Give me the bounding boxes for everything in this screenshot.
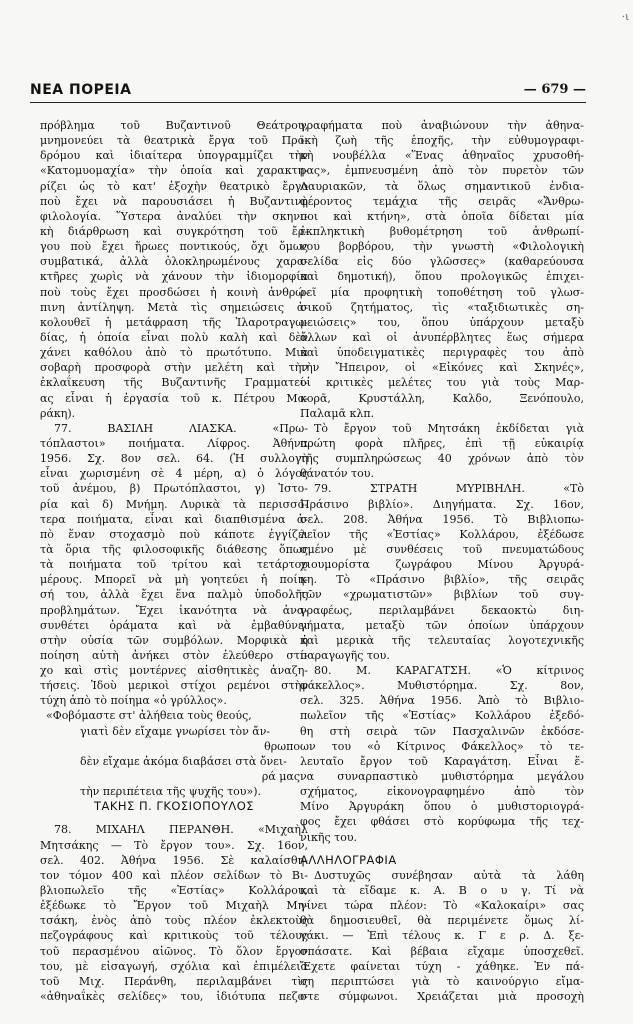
text-line: κολουθεῖ ἡ μετάφραση τῆς Ἱλαροτραγω- — [40, 315, 308, 329]
text-line: οἱ κριτικὲς μελέτες του γιὰ τοὺς Μαρ- — [300, 376, 584, 390]
text-line: φάκελλος». Μυθιστόρημα. Σχ. 8ον, — [300, 679, 584, 693]
text-line: ἄλλων καὶ οἱ ἀνυπέρβλητες ἕως σήμερα — [300, 330, 584, 344]
text-line: Πράσινο βιβλίο». Διηγήματα. Σχ. 16ον, — [300, 497, 584, 511]
text-line: σελίδα εἰς δύο γλῶσσες» (καθαρεύουσα — [300, 255, 584, 269]
text-line: ἐκλαΐκευση τῆς Βυζαντινῆς Γραμματεί- — [40, 376, 308, 390]
right-column — [300, 118, 584, 1004]
text-line: χιουμορίστα ζωγράφου Μίνου Ἀργυρά- — [300, 558, 584, 572]
text-line: φος ἔχει φθάσει στὸ κορύφωμα τῆς τεχ- — [300, 815, 584, 829]
text-line: σχήματος, εἰκονογραφημένο ἀπὸ τὸν — [300, 785, 584, 799]
section-heading: ΑΛΛΗΛΟΓΡΑΦΙΑ — [300, 852, 397, 867]
text-line: γου ποὺ ἔχει ἥρωες ποντικούς, ὄχι ὅμως — [40, 240, 308, 254]
text-line: ϊκὴ ζωὴ τῆς ἐποχῆς, τὴν εὐθυμογραφι- — [300, 134, 584, 148]
text-line: γραφήματα ποὺ ἀναβιώνουν τὴν ἀθηνα- — [300, 119, 584, 132]
text-line: 79. ΣΤΡΑΤΗ ΜΥΡΙΒΗΛΗ. «Τὸ — [314, 482, 584, 496]
text-line: γήματα, μεταξὺ τῶν ὁποίων ὑπάρχουν — [300, 618, 584, 632]
text-line: ἐκπληκτικὴ βυθομέτρηση τοῦ ἀνθρωπί- — [300, 224, 584, 238]
text-line: σελ. 402. Ἀθήνα 1956. Σὲ καλαίσθη- — [40, 853, 308, 867]
text-line: «Κατομυομαχία» τὴν ὁποία καὶ χαρακτη- — [40, 164, 308, 178]
text-line: Λαυριακῶν, τὰ ὅλως σημαντικοῦ ἐνδια- — [300, 179, 584, 193]
text-line: γίνει τώρα πλέον: Τὸ «Καλοκαίρι» σας — [300, 899, 584, 913]
text-line: καὶ δημοτική), ὅπου προλογικῶς ἐπιχει- — [300, 270, 584, 284]
text-line: Μίνο Ἀργυράκη ὅπου ὁ μυθιστοριογρά- — [300, 800, 584, 814]
text-line: πεζογράφους καὶ κριτικοὺς τοῦ τέλους — [40, 929, 308, 943]
text-line: ρά μας — [261, 770, 300, 784]
text-line: Ἔχετε φαίνεται τύχη - χάθηκε. Ἐν πά- — [300, 959, 584, 973]
text-line: θὰ δημοσιευθεῖ, θὰ περιμένετε ὅμως λί- — [300, 914, 584, 928]
text-line: τσάκη, ἑνὸς ἀπὸ τοὺς πλέον ἐκλεκτοὺς — [40, 914, 308, 928]
text-line: θη στὴ σειρὰ τῶν Πασχαλινῶν ἐκδόσε- — [300, 724, 584, 738]
text-line: ράκη). — [40, 406, 76, 420]
text-line: χο καὶ στὶς μοντέρνες αἰσθητικὲς ἀναζη- — [40, 664, 308, 678]
text-line: σή του, ἀλλὰ ἔχει ἕνα παλμὸ ὑποδολῆς — [40, 588, 308, 602]
text-line: κορᾶ, Κρυστάλλη, Καλδο, Ξενόπουλο, — [300, 391, 584, 405]
text-line: ποίηση αὐτὴ ἀνήκει στὸν ἐλεύθερο στί- — [40, 648, 308, 662]
text-line: 1956. Σχ. 8ον σελ. 64. (Ἡ συλλογὴ — [40, 452, 308, 466]
text-line: τὴν Ἤπειρον, οἱ «Εἰκόνες καὶ Σκηνές», — [300, 361, 584, 375]
text-line: λεῖον τῆς «Ἑστίας» Κολλάρου, ἐξέδωσε — [300, 527, 584, 541]
text-line: ἐξέδωκε τὸ Ἔργον τοῦ Μιχαὴλ Μη- — [40, 899, 308, 913]
text-line: συνθέτει ὁράματα καὶ νὰ ἐμβαθύνει — [40, 618, 308, 632]
text-line: συμβατικά, ἀλλὰ ὁλοκληρωμένους χαρα- — [40, 255, 308, 269]
text-line: ση περιπτώσει γιὰ τὸ καινούργιο εἴμα- — [300, 974, 584, 988]
text-line: κὴ διάρθρωση καὶ συγκρότηση τοῦ ἔρ- — [40, 224, 308, 238]
text-line: σπάσατε. Καὶ βέβαια εἴχαμε ὑποσχεθεῖ. — [300, 944, 584, 958]
text-line: ας εἶναι ἡ ἐργασία τοῦ κ. Πέτρου Μο- — [40, 391, 308, 405]
text-line: «Φοβόμαστε στ' ἀλήθεια τοὺς θεούς, — [46, 709, 252, 723]
text-line: τόπλαστοι» ποιήματα. Λίφρος. Ἀθήνα — [40, 436, 308, 450]
text-line: ων του «ὁ Κίτρινος Φάκελλος» τὸ τε- — [300, 739, 584, 753]
text-line: μέρους. Μπορεῖ νὰ μὴ γοητεύει ἡ ποίη- — [40, 573, 308, 587]
text-line: εἶναι χωρισμένη σὲ 4 μέρη, α) ὁ λόγος — [40, 467, 308, 481]
text-line: κτῆρες χωρὶς νὰ χάνουν τὴν ἰδιομορφία — [40, 270, 308, 284]
text-line: νικῆς του. — [300, 830, 358, 844]
text-line: θάνατόν του. — [300, 467, 374, 481]
text-line: του, μὲ εἰσαγωγή, σχόλια καὶ ἐπιμέλεια — [40, 959, 308, 973]
text-line: μνημονεύει τὰ θεατρικὰ ἔργα τοῦ Προ- — [40, 134, 308, 148]
journal-title: ΝΕΑ ΠΟΡΕΙΑ — [30, 82, 132, 98]
text-line: 78. ΜΙΧΑΗΛ ΠΕΡΑΝΘΗ. «Μιχαὴλ — [54, 823, 308, 837]
text-line: ρεῖ μία προφητικὴ τοποθέτηση τοῦ γλωσ- — [300, 285, 584, 299]
text-line: γάκι. — Ἐπὶ τέλους κ. Γ ε ρ. Δ. ξε- — [300, 929, 584, 943]
text-line: θρωπο — [264, 739, 300, 753]
text-line: καὶ τὰ εἴδαμε κ. Α. Β ο υ γ. Τί νὰ — [300, 884, 584, 898]
text-line: τύχη ἀπὸ τὸ ποίημα «ὁ γρύλλος». — [40, 694, 227, 708]
text-line: ρία καὶ δ) Μνήμη. Λυρικὰ τὰ περισσό- — [40, 497, 308, 511]
section-heading: ΤΑΚΗΣ Π. ΓΚΟΣΙΟΠΟΥΛΟΣ — [93, 799, 255, 814]
text-line: φέροντος τεμάχια τῆς σειρᾶς «Ἄνθρω- — [300, 194, 584, 208]
text-line: προβλημάτων. Ἔχει ἱκανότητα νὰ ἀνα- — [40, 603, 308, 617]
text-line: πρόβλημα τοῦ Βυζαντινοῦ Θεάτρου, — [40, 119, 308, 132]
text-line: Παλαμᾶ κλπ. — [300, 406, 375, 420]
text-line: κὴ νουβέλλα «Ἕνας ἀθηναῖος χρυσοθή- — [300, 149, 584, 163]
text-line — [40, 814, 308, 822]
text-line: δίας, ἡ ὁποία εἶναι πολὺ καλὴ καὶ δὲν — [40, 330, 308, 344]
text-line: λευταῖο ἔργον τοῦ Καραγάτση. Εἶναι ἕ- — [300, 754, 584, 768]
text-line: δρόμου καὶ ἰδιαίτερα ὑπογραμμίζει τὴν — [40, 149, 308, 163]
text-line: πρώτη φορὰ πλῆρες, ἐπὶ τῇ εὐκαιρίᾳ — [300, 436, 584, 450]
text-line: γιατὶ δὲν εἴχαμε γνωρίσει τὸν ἄν- — [80, 724, 271, 738]
text-line: τὰ ποιήματα τοῦ τρίτου καὶ τετάρτου — [40, 558, 308, 572]
text-line: πωλεῖον τῆς «Ἑστίας» Κολλάρου ἐξεδό- — [300, 709, 584, 723]
text-line: τῆς συμπληρώσεως 40 χρόνων ἀπὸ τὸν — [300, 452, 584, 466]
text-line: ποὺ τοὺς ἔχει προσδώσει ἡ κοινὴ ἀνθρώ- — [40, 285, 308, 299]
text-line: ποι καὶ κτήνη», στὰ ὁποῖα δίδεται μία — [300, 209, 584, 223]
text-line: «ἀθηναΐκὲς σελίδες» του, ἰδιότυπα πεζο- — [40, 990, 308, 1004]
text-line: Δυστυχῶς συνέβησαν αὐτὰ τὰ λάθη — [314, 868, 584, 882]
text-line: πὸ ἕναν στοχασμὸ ποὺ κάποτε ἐγγίζει — [40, 527, 308, 541]
text-line: γραφέως, περιλαμβάνει δεκαοκτὼ διη- — [300, 603, 584, 617]
left-column — [40, 118, 308, 1004]
text-line: καὶ μερικὰ τῆς τελευταίας λογοτεχνικῆς — [300, 633, 584, 647]
text-line: να συναρπαστικὸ μυθιστόρημα μεγάλου — [300, 770, 584, 784]
text-line: μειώσεις» του, ὅπου ὑπάρχουν μεταξὺ — [300, 315, 584, 329]
text-line: παραγωγῆς του. — [300, 648, 390, 662]
text-line: τοῦ ἀνέμου, β) Πρωτόπλαστοι, γ) Ἱστο- — [40, 482, 308, 496]
text-line: φιλολογία. Ὕστερα ἀναλύει τὴν σκηνι- — [40, 209, 308, 223]
text-line: βλιοπωλεῖο τῆς «Ἑστίας» Κολλάρου, — [40, 884, 308, 898]
text-line: τὰ ὅρια τῆς φιλοσοφικῆς διάθεσης ὅπως — [40, 542, 308, 556]
text-line: σμένο μὲ συνθέσεις τοῦ πνευματώδους — [300, 542, 584, 556]
text-line: σελ. 325. Ἀθήνα 1956. Ἀπὸ τὸ Βιβλιο- — [300, 694, 584, 708]
text-line: 77. ΒΑΣΙΛΗ ΛΙΑΣΚΑ. «Πρω- — [54, 421, 308, 435]
text-line: σοβαρὴ προσφορὰ στὴν μελέτη καὶ τὴν — [40, 361, 308, 375]
text-line: σελ. 208. Ἀθήνα 1956. Τὸ Βιβλιοπω- — [300, 512, 584, 526]
text-line: νου βορβόρου, τὴν γνωστὴ «Φιλολογικὴ — [300, 240, 584, 254]
text-line: Τὸ ἔργον τοῦ Μητσάκη ἐκδίδεται γιὰ — [314, 421, 584, 435]
text-line: στὴν οὐσία τῶν συμβόλων. Μορφικὰ ἡ — [40, 633, 308, 647]
text-line: καὶ ὑποδειγματικὲς περιγραφὲς του ἀπὸ — [300, 346, 584, 360]
text-line: τον τόμον 400 καὶ πλέον σελίδων τὸ Βι- — [40, 868, 308, 882]
text-line: τὴν περιπέτεια τῆς ψυχῆς του»). — [80, 785, 261, 799]
text-line — [300, 845, 584, 853]
text-line: σικοῦ ζητήματος, τὶς «ταξιδιωτικὲς ση- — [300, 300, 584, 314]
text-line: ποὺ ἔχει νὰ παρουσιάσει ἡ Βυζαντινὴ — [40, 194, 308, 208]
header-rule — [30, 102, 586, 103]
text-line: τῶν «χρωματιστῶν» βιβλίων τοῦ συγ- — [300, 588, 584, 602]
running-header — [30, 82, 586, 104]
text-line: στε σύμφωνοι. Χρειάζεται μιὰ προσοχὴ — [300, 990, 584, 1004]
text-line: πινη ἀντίληψη. Μετὰ τὶς σημειώσεις ἀ- — [40, 300, 308, 314]
text-line: ρίζει ὡς τὸ κατ' ἐξοχὴν θεατρικὸ ἔργο — [40, 179, 308, 193]
text-line: χάνει καθόλου ἀπὸ τὸ πρωτότυπο. Μιὰ — [40, 346, 308, 360]
text-line: τοῦ περασμένου αἰῶνος. Τὸ ὅλον ἔργον — [40, 944, 308, 958]
page-edge-mark: ·ι — [621, 12, 629, 23]
text-line: ρας», ἐμπνευσμένη ἀπὸ τὸν πυρετὸν τῶν — [300, 164, 584, 178]
text-line: 80. Μ. ΚΑΡΑΓΑΤΣΗ. «Ὁ κίτρινος — [314, 664, 584, 678]
text-line: τοῦ Μιχ. Περάνθη, περιλαμβάνει τὶς — [40, 974, 308, 988]
text-line: τερα ποιήματα, εἶναι καὶ διαπθισμένα ἀ- — [40, 512, 308, 526]
text-line: Μητσάκης — Τὸ ἔργον του». Σχ. 16ον, — [40, 838, 308, 852]
text-line: δὲν εἴχαμε ἀκόμα διαβάσει στὰ ὄνει- — [80, 754, 287, 768]
text-line: τήσεις. Ἰδοὺ μερικοὶ στίχοι ρεμένοι στὴν — [40, 679, 308, 693]
text-line: κη. Τὸ «Πράσινο βιβλίο», τῆς σειρᾶς — [300, 573, 584, 587]
page-number: — 679 — — [523, 82, 586, 97]
